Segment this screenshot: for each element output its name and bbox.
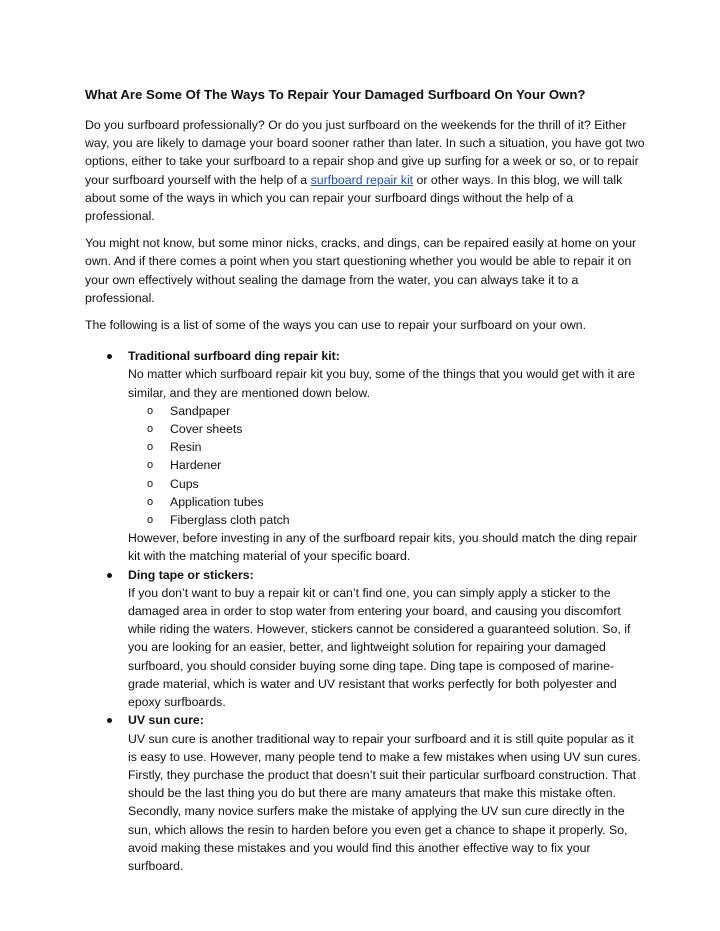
bullet-icon xyxy=(107,718,112,723)
bullet-title: Ding tape or stickers: xyxy=(128,567,254,582)
sub-list-item xyxy=(128,511,645,529)
methods-list xyxy=(85,347,645,875)
bullet-body: UV sun cure is another traditional way to repair your surfboard and it is still quite popular as it is easy to use. However, many people tend to make a few mistakes when using UV sun cures. Firstly, they purchase the product that doesn’t suit their particular surfboard construction. That should be the last thing you do but there are many amateurs that make this mistake often. Secondly, many novice surfers make the mistake of applying the UV sun cure directly in the sun, which allows the resin to harden before you even get a chance to shape it properly. So, avoid making these mistakes and you would find this another effective way to fix your surfboard. xyxy=(128,731,641,873)
sub-bullet-icon: o xyxy=(147,514,154,527)
sub-bullet-icon: o xyxy=(147,404,154,417)
sub-list-item xyxy=(128,402,645,420)
bullet-closing-text: However, before investing in any of the surfboard repair kits, you should match the ding repair kit with the matching material of your specific board. xyxy=(128,531,638,564)
sub-item-text: Hardener xyxy=(170,458,222,473)
bullet-icon xyxy=(107,573,112,578)
bullet-body: No matter which surfboard repair kit you buy, some of the things that you would get with it are similar, and they are mentioned down below. xyxy=(128,367,635,400)
list-item-uv-sun-cure xyxy=(85,711,645,875)
surfboard-repair-kit-link[interactable]: surfboard repair kit xyxy=(310,172,414,187)
bullet-icon xyxy=(107,354,112,359)
sub-item-text: Resin xyxy=(170,440,202,455)
intro-text-end: or other ways. In this blog, we will talk about some of the ways in which you can repair your surfboard dings without the help of a professional. xyxy=(85,172,623,224)
sub-bullet-icon: o xyxy=(147,459,154,472)
sub-bullet-icon: o xyxy=(147,441,154,454)
paragraph-3: The following is a list of some of the ways you can use to repair your surfboard on your own. xyxy=(85,318,587,333)
list-item-ding-tape xyxy=(85,566,645,712)
sub-bullet-icon: o xyxy=(147,423,154,436)
document-body xyxy=(85,86,645,875)
bullet-body: If you don’t want to buy a repair kit or can’t find one, you can simply apply a sticker to the damaged area in order to stop water from entering your board, and causing you discomfort while riding the waters. However, stickers cannot be considered a guaranteed solution. So, if you are looking for an easier, better, and lightweight solution for repairing your damaged surfboard, you should consider buying some ding tape. Ding tape is composed of marine-grade material, which is water and UV resistant that works perfectly for both polyester and epoxy surfboards. xyxy=(128,585,631,710)
sub-list-item xyxy=(128,456,645,474)
bullet-title: UV sun cure: xyxy=(128,713,204,728)
list-item-repair-kit xyxy=(85,347,645,565)
sub-item-text: Application tubes xyxy=(170,494,264,509)
sub-item-text: Fiberglass cloth patch xyxy=(170,513,290,528)
paragraph-2: You might not know, but some minor nicks, cracks, and dings, can be repaired easily at home on your own. And if there comes a point when you start questioning whether you would be able to repair it on your own effectively without sealing the damage from the water, you can always take it to a professional. xyxy=(85,236,637,305)
sub-bullet-icon: o xyxy=(147,495,154,508)
sub-list-item xyxy=(128,438,645,456)
sub-list-item xyxy=(128,493,645,511)
document-title: What Are Some Of The Ways To Repair Your Damaged Surfboard On Your Own? xyxy=(85,87,586,102)
intro-paragraph xyxy=(85,116,645,225)
sub-list-item xyxy=(128,420,645,438)
sub-list-item xyxy=(128,475,645,493)
sub-item-text: Sandpaper xyxy=(170,403,231,418)
sub-item-text: Cover sheets xyxy=(170,422,243,437)
kit-contents-list xyxy=(128,402,645,529)
sub-bullet-icon: o xyxy=(147,477,154,490)
sub-item-text: Cups xyxy=(170,476,199,491)
intro-text-start: Do you surfboard professionally? Or do you just surfboard on the weekends for the thrill of it? Either way, you are likely to damage your board sooner rather than later. In such a situation, you have got two options, either to take your surfboard to a repair shop and give up surfing for a week or so, or to repair your surfboard yourself with the help of a xyxy=(85,118,645,187)
bullet-title: Traditional surfboard ding repair kit: xyxy=(128,349,340,364)
